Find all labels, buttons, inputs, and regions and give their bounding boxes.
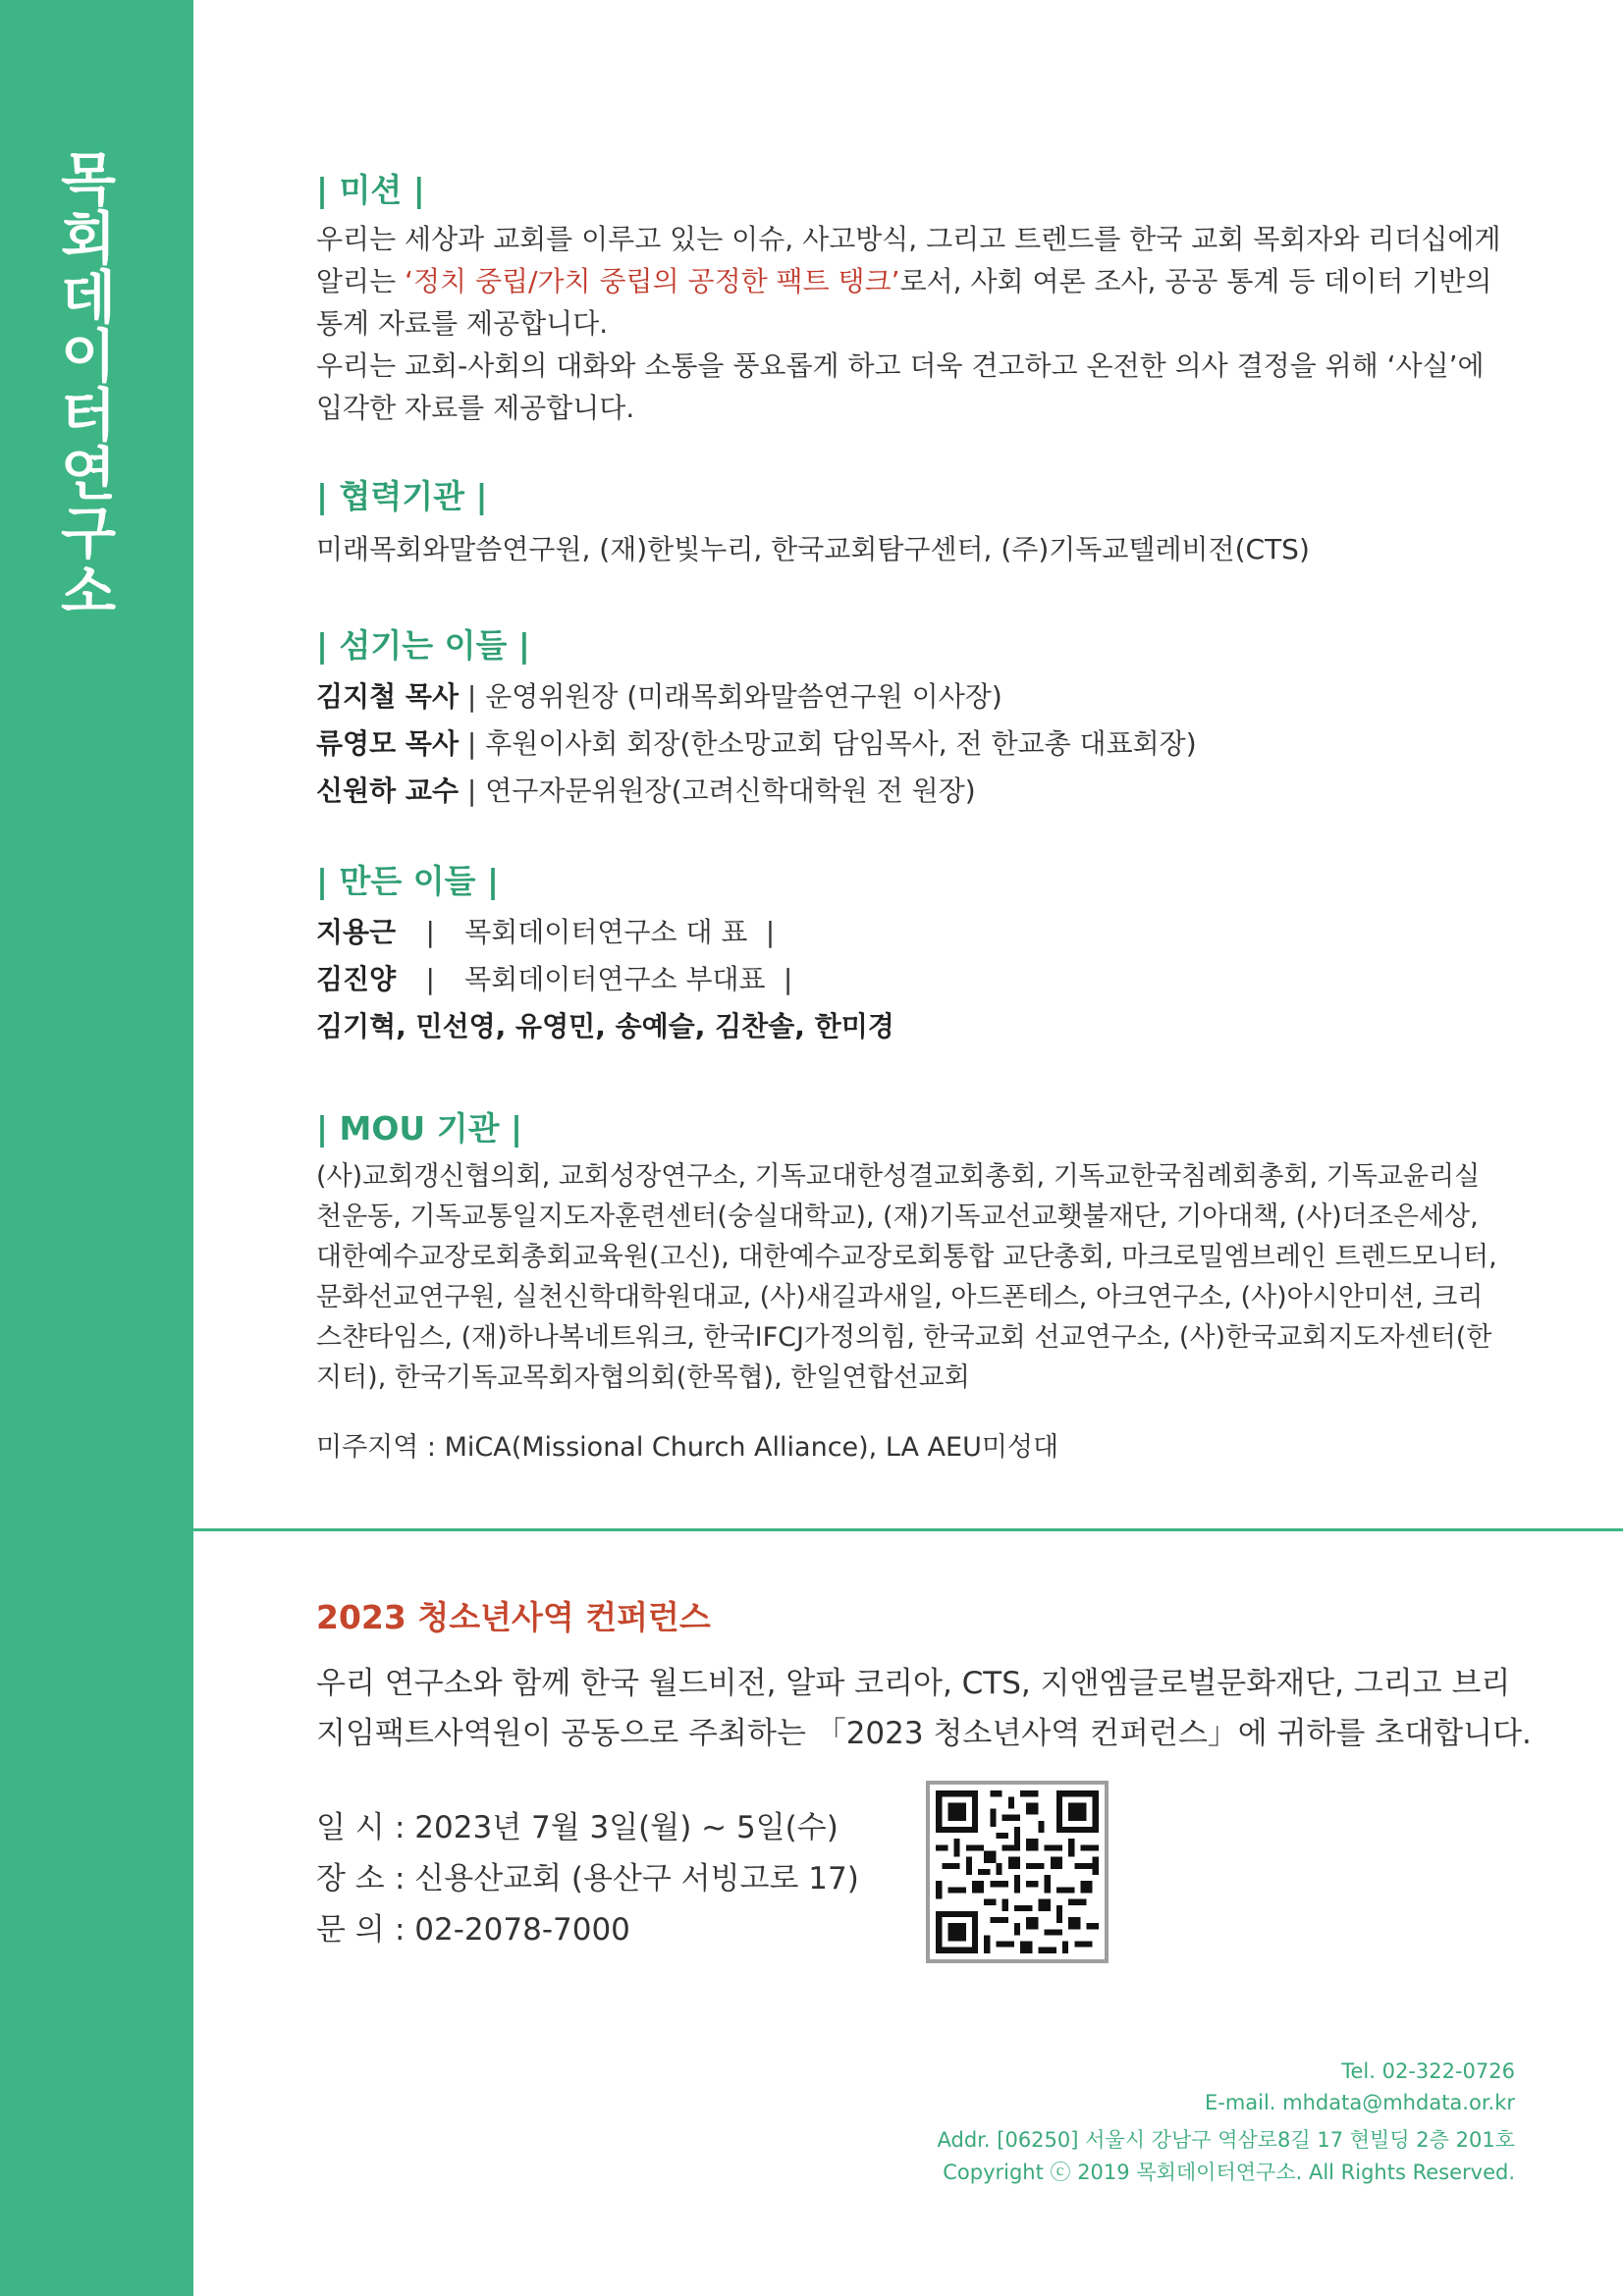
mission-line-5: 입각한 자료를 제공합니다. [316,392,635,424]
mou-line: 지터), 한국기독교목회자협의회(한목협), 한일연합선교회 [316,1362,970,1393]
server-item: 신원하 교수 | 연구자문위원장(고려신학대학원 전 원장) [316,774,976,807]
event-place: 장 소 : 신용산교회 (용산구 서빙고로 17) [316,1861,859,1896]
maker-item: 김진양 | 목회데이터연구소 부대표 | [316,963,793,995]
mission-line-1: 우리는 세상과 교회를 이루고 있는 이슈, 사고방식, 그리고 트렌드를 한국 교회 목회자와 리더십에게 [316,223,1501,255]
mou-text [316,1156,1497,1398]
event-date: 일 시 : 2023년 7월 3일(월) ~ 5일(수) [316,1810,839,1845]
event-description [316,1659,1532,1759]
event-desc-line: 지임팩트사역원이 공동으로 주최하는 「2023 청소년사역 컨퍼런스」에 귀하를 초대합니다. [316,1716,1532,1751]
qr-code-icon[interactable] [926,1781,1109,1963]
org-name-vertical: 목회데이터연구소 [50,149,117,620]
mou-heading: | MOU 기관 | [316,1109,523,1148]
mission-line-2: 알리는 ‘정치 중립/가치 중립의 공정한 팩트 탱크’로서, 사회 여론 조사, 공공 통계 등 데이터 기반의 [316,265,1492,297]
partners-heading: | 협력기관 | [316,477,488,515]
servers-heading: | 섬기는 이들 | [316,626,530,665]
mou-line: 문화선교연구원, 실천신학대학원대교, (사)새길과새일, 아드폰테스, 아크연구소, (사)아시안미션, 크리 [316,1282,1484,1312]
mission-text [316,218,1501,429]
server-item: 김지철 목사 | 운영위원장 (미래목회와말씀연구원 이사장) [316,680,1002,713]
mou-line: (사)교회갱신협의회, 교회성장연구소, 기독교대한성결교회총회, 기독교한국침례회총회, 기독교윤리실 [316,1161,1481,1192]
makers-heading: | 만든 이들 | [316,862,500,900]
mission-heading: | 미션 | [316,171,425,209]
footer-address: Addr. [06250] 서울시 강남구 역삼로8길 17 현빌딩 2층 201호 [937,2128,1515,2152]
sidebar [0,0,193,2296]
event-desc-line: 우리 연구소와 함께 한국 월드비전, 알파 코리아, CTS, 지앤엠글로벌문화재단, 그리고 브리 [316,1666,1511,1701]
makers-staff: 김기혁, 민선영, 유영민, 송예슬, 김찬솔, 한미경 [316,1010,894,1042]
server-item: 류영모 목사 | 후원이사회 회장(한소망교회 담임목사, 전 한교총 대표회장) [316,727,1197,760]
section-divider [193,1528,1623,1531]
event-title: 2023 청소년사역 컨퍼런스 [316,1598,711,1636]
mou-line: 천운동, 기독교통일지도자훈련센터(숭실대학교), (재)기독교선교횃불재단, 기아대책, (사)더조은세상, [316,1201,1479,1232]
mission-line-4: 우리는 교회-사회의 대화와 소통을 풍요롭게 하고 더욱 견고하고 온전한 의사 결정을 위해 ‘사실’에 [316,349,1485,382]
maker-item: 지용근 | 목회데이터연구소 대 표 | [316,916,776,948]
mou-line: 스챤타임스, (재)하나복네트워크, 한국IFCJ가정의힘, 한국교회 선교연구소, (사)한국교회지도자센터(한 [316,1322,1492,1353]
footer-email: E-mail. mhdata@mhdata.or.kr [1204,2091,1515,2114]
event-contact: 문 의 : 02-2078-7000 [316,1912,630,1948]
mission-accent: ‘정치 중립/가치 중립의 공정한 팩트 탱크’ [405,265,900,297]
mou-line: 대한예수교장로회총회교육원(고신), 대한예수교장로회통합 교단총회, 마크로밀엠브레인 트렌드모니터, [316,1242,1497,1272]
mission-line-3: 통계 자료를 제공합니다. [316,307,609,340]
footer-copyright: Copyright ⓒ 2019 목회데이터연구소. All Rights Reserved. [943,2161,1515,2184]
footer-tel: Tel. 02-322-0726 [1341,2059,1515,2083]
mou-overseas: 미주지역 : MiCA(Missional Church Alliance), LA AEU미성대 [316,1432,1059,1463]
partners-text: 미래목회와말씀연구원, (재)한빛누리, 한국교회탐구센터, (주)기독교텔레비전(CTS) [316,533,1310,565]
